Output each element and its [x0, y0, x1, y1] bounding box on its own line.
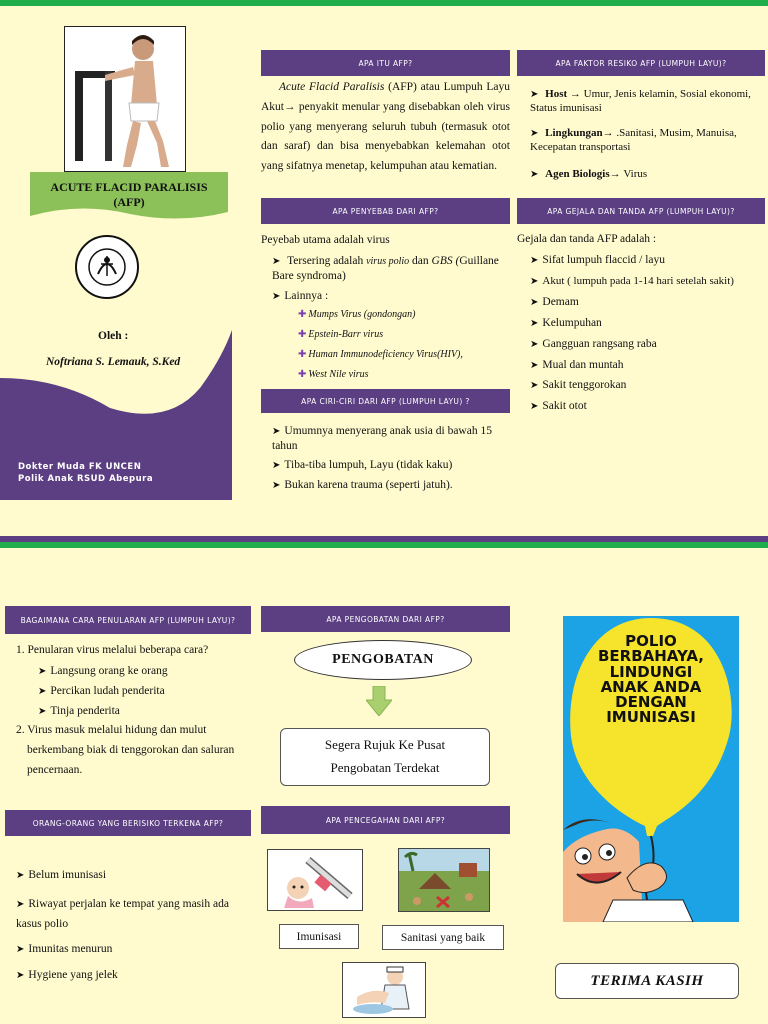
risk-factors-heading: APA FAKTOR RESIKO AFP (LUMPUH LAYU)?: [517, 50, 765, 76]
sanitation-label-box: Sanitasi yang baik: [382, 925, 504, 950]
poster-line-1: POLIO: [625, 632, 677, 650]
symptom-item-4: ➤ Kelumpuhan: [530, 316, 602, 331]
cover-footer-line2: Polik Anak RSUD Abepura: [18, 474, 154, 484]
feature-item-1: ➤ Umumnya menyerang anak usia di bawah 15 tahun: [272, 424, 506, 454]
transmission-sub-2: ➤ Percikan ludah penderita: [38, 684, 165, 699]
symptoms-heading: APA GEJALA DAN TANDA AFP (LUMPUH LAYU)?: [517, 198, 765, 224]
sanitation-image: [398, 848, 490, 912]
prevention-heading: APA PENCEGAHAN DARI AFP?: [261, 806, 510, 834]
causes-intro: Peyebab utama adalah virus: [261, 234, 390, 246]
cover-title-banner: [30, 172, 228, 224]
causes-heading: APA PENYEBAB DARI AFP?: [261, 198, 510, 224]
down-arrow-icon: [366, 686, 392, 716]
poster-line-2: BERBAHAYA,: [597, 647, 704, 666]
risk-factor-environment: ➤ Lingkungan→ .Sanitasi, Musim, Manuisa, Kecepatan transportasi: [530, 126, 762, 155]
transmission-point-1: 1. Penularan virus melalui beberapa cara?: [16, 644, 209, 656]
treatment-box: Segera Rujuk Ke Pusat Pengobatan Terdekat: [280, 728, 490, 786]
symptom-item-2: ➤ Akut ( lumpuh pada 1-14 hari setelah sakit): [530, 274, 734, 288]
immunization-image: [267, 849, 363, 911]
what-is-text: Acute Flacid Paralisis (AFP) atau Lumpuh Layu Akut→ penyakit menular yang disebabkan oleh virus polio yang menyerang seluruh tubuh (termasuk otot dan saraf) dan bisa menyebabkan kelemahan otot yang sifatnya menetap, kelumpuhan atau kematian.: [261, 81, 511, 173]
top-green-stripe: [0, 0, 768, 6]
at-risk-item-4: ➤ Hygiene yang jelek: [16, 968, 118, 983]
transmission-point-2-line1: 2. Virus masuk melalui hidung dan mulut: [16, 724, 207, 736]
cover-subtitle: (AFP): [113, 195, 145, 209]
poster-line-6: IMUNISASI: [606, 708, 696, 727]
mid-green-stripe: [0, 542, 768, 548]
at-risk-item-2: ➤ Riwayat perjalan ke tempat yang masih ada kasus polio: [16, 894, 244, 934]
at-risk-item-1: ➤ Belum imunisasi: [16, 868, 106, 883]
what-is-heading: APA ITU AFP?: [261, 50, 510, 76]
university-logo: [74, 234, 140, 300]
cause-other-3: ✚ Human Immunodeficiency Virus(HIV),: [298, 349, 463, 360]
cover-title: ACUTE FLACID PARALISIS: [50, 180, 208, 194]
poster-line-4: ANAK ANDA: [600, 677, 702, 696]
polio-poster: [563, 616, 739, 922]
symptoms-intro: Gejala dan tanda AFP adalah :: [517, 233, 657, 245]
cause-other-4: ✚ West Nile virus: [298, 369, 369, 380]
thank-you-box: TERIMA KASIH: [555, 963, 739, 999]
symptom-item-3: ➤ Demam: [530, 295, 579, 310]
cause-other-1: ✚ Mumps Virus (gondongan): [298, 309, 416, 320]
symptom-item-5: ➤ Gangguan rangsang raba: [530, 337, 657, 352]
cover-footer-line1: Dokter Muda FK UNCEN: [18, 462, 142, 472]
risk-factor-biological: ➤ Agen Biologis→ Virus: [530, 167, 762, 181]
symptom-item-7: ➤ Sakit tenggorokan: [530, 378, 626, 393]
symptom-item-1: ➤ Sifat lumpuh flaccid / layu: [530, 253, 665, 268]
by-label: Oleh :: [98, 330, 129, 342]
poster-line-3: LINDUNGI: [609, 662, 693, 681]
handwashing-image: [342, 962, 426, 1018]
causes-bullet-1: ➤ Tersering adalah virus polio dan GBS (Guillane Bare syndroma): [272, 254, 510, 284]
at-risk-item-3: ➤ Imunitas menurun: [16, 942, 112, 957]
transmission-sub-3: ➤ Tinja penderita: [38, 704, 120, 719]
transmission-heading: BAGAIMANA CARA PENULARAN AFP (LUMPUH LAYU)?: [5, 606, 251, 634]
transmission-point-2-line3: pencernaan.: [27, 764, 83, 776]
immunization-label-box: Imunisasi: [279, 924, 359, 949]
risk-factor-host: ➤ Host → Umur, Jenis kelamin, Sosial ekonomi, Status imunisasi: [530, 87, 762, 116]
symptom-item-6: ➤ Mual dan muntah: [530, 358, 624, 373]
at-risk-heading: ORANG-ORANG YANG BERISIKO TERKENA AFP?: [5, 810, 251, 836]
author-name: Noftriana S. Lemauk, S.Ked: [46, 356, 181, 368]
causes-bullet-2: ➤ Lainnya :: [272, 289, 328, 304]
features-heading: APA CIRI-CIRI DARI AFP (LUMPUH LAYU) ?: [261, 389, 510, 413]
treatment-oval: PENGOBATAN: [294, 640, 472, 680]
feature-item-2: ➤ Tiba-tiba lumpuh, Layu (tidak kaku): [272, 458, 452, 473]
feature-item-3: ➤ Bukan karena trauma (seperti jatuh).: [272, 478, 453, 493]
transmission-sub-1: ➤ Langsung orang ke orang: [38, 664, 168, 679]
cover-photo: [64, 26, 186, 172]
transmission-point-2-line2: berkembang biak di tenggorokan dan saluran: [27, 744, 235, 756]
symptom-item-8: ➤ Sakit otot: [530, 399, 587, 414]
treatment-heading: APA PENGOBATAN DARI AFP?: [261, 606, 510, 632]
cause-other-2: ✚ Epstein-Barr virus: [298, 329, 384, 340]
poster-line-5: DENGAN: [615, 693, 687, 712]
